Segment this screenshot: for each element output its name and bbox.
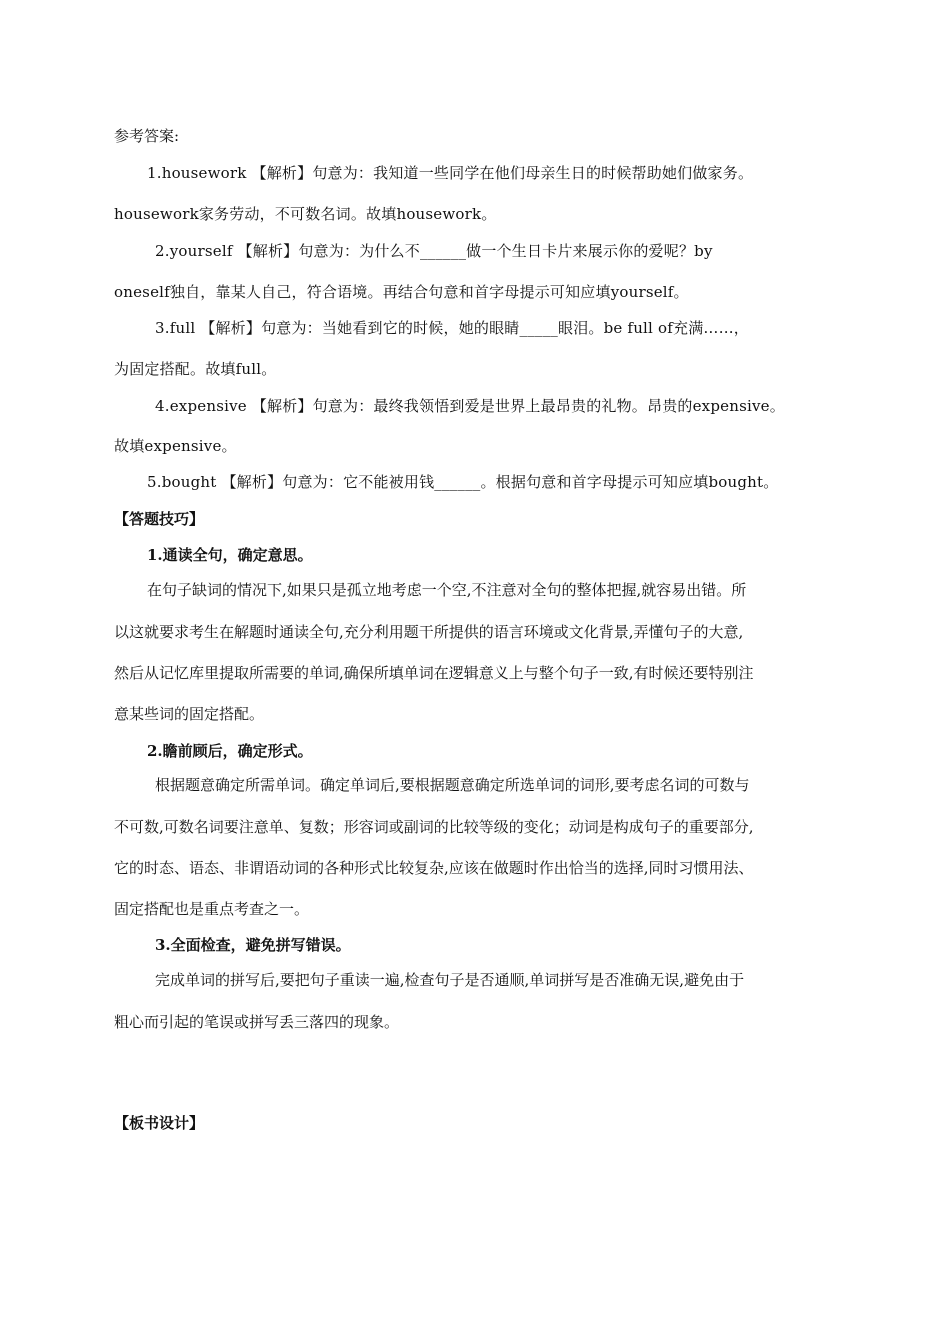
tip-2-line-4: 固定搭配也是重点考查之一。 xyxy=(114,900,310,918)
board-design-heading: 【板书设计】 xyxy=(114,1114,205,1132)
tip-1-line-2: 以这就要求考生在解题时通读全句,充分利用题干所提供的语言环境或文化背景,弄懂句子的大意, xyxy=(114,623,744,641)
tip-2-line-2: 不可数,可数名词要注意单、复数；形容词或副词的比较等级的变化；动词是构成句子的重要部分, xyxy=(114,818,754,836)
tip-3-title: 3.全面检查，避免拼写错误。 xyxy=(155,936,351,954)
answer-1-line-2: housework家务劳动，不可数名词。故填housework。 xyxy=(114,205,497,223)
answer-2-line-1: 2.yourself 【解析】句意为：为什么不______做一个生日卡片来展示你的爱呢？by xyxy=(155,242,713,260)
answer-3-line-1: 3.full 【解析】句意为：当她看到它的时候，她的眼睛_____眼泪。be full of充满……， xyxy=(155,319,749,337)
tip-1-line-1: 在句子缺词的情况下,如果只是孤立地考虑一个空,不注意对全句的整体把握,就容易出错。所 xyxy=(147,581,747,599)
tips-heading: 【答题技巧】 xyxy=(114,510,205,528)
tip-2-line-1: 根据题意确定所需单词。确定单词后,要根据题意确定所选单词的词形,要考虑名词的可数与 xyxy=(155,776,750,794)
tip-2-title: 2.瞻前顾后，确定形式。 xyxy=(147,742,313,760)
answer-4-line-2: 故填expensive。 xyxy=(114,437,237,455)
answer-4-line-1: 4.expensive 【解析】句意为：最终我领悟到爱是世界上最昂贵的礼物。昂贵的expensive。 xyxy=(155,397,785,415)
answer-5-line-1: 5.bought 【解析】句意为：它不能被用钱______。根据句意和首字母提示可知应填bought。 xyxy=(147,473,779,491)
tip-1-line-4: 意某些词的固定搭配。 xyxy=(114,705,265,723)
answer-2-line-2: oneself独自，靠某人自己，符合语境。再结合句意和首字母提示可知应填yourself。 xyxy=(114,283,689,301)
answers-heading: 参考答案: xyxy=(114,127,180,145)
tip-3-line-2: 粗心而引起的笔误或拼写丢三落四的现象。 xyxy=(114,1013,400,1031)
answer-3-line-2: 为固定搭配。故填full。 xyxy=(114,360,277,378)
tip-1-line-3: 然后从记忆库里提取所需要的单词,确保所填单词在逻辑意义上与整个句子一致,有时候还要特别注 xyxy=(114,664,754,682)
tip-3-line-1: 完成单词的拼写后,要把句子重读一遍,检查句子是否通顺,单词拼写是否准确无误,避免由于 xyxy=(155,971,745,989)
tip-2-line-3: 它的时态、语态、非谓语动词的各种形式比较复杂,应该在做题时作出恰当的选择,同时习惯用法、 xyxy=(114,859,754,877)
tip-1-title: 1.通读全句，确定意思。 xyxy=(147,546,313,564)
answer-1-line-1: 1.housework 【解析】句意为：我知道一些同学在他们母亲生日的时候帮助她们做家务。 xyxy=(147,164,754,182)
